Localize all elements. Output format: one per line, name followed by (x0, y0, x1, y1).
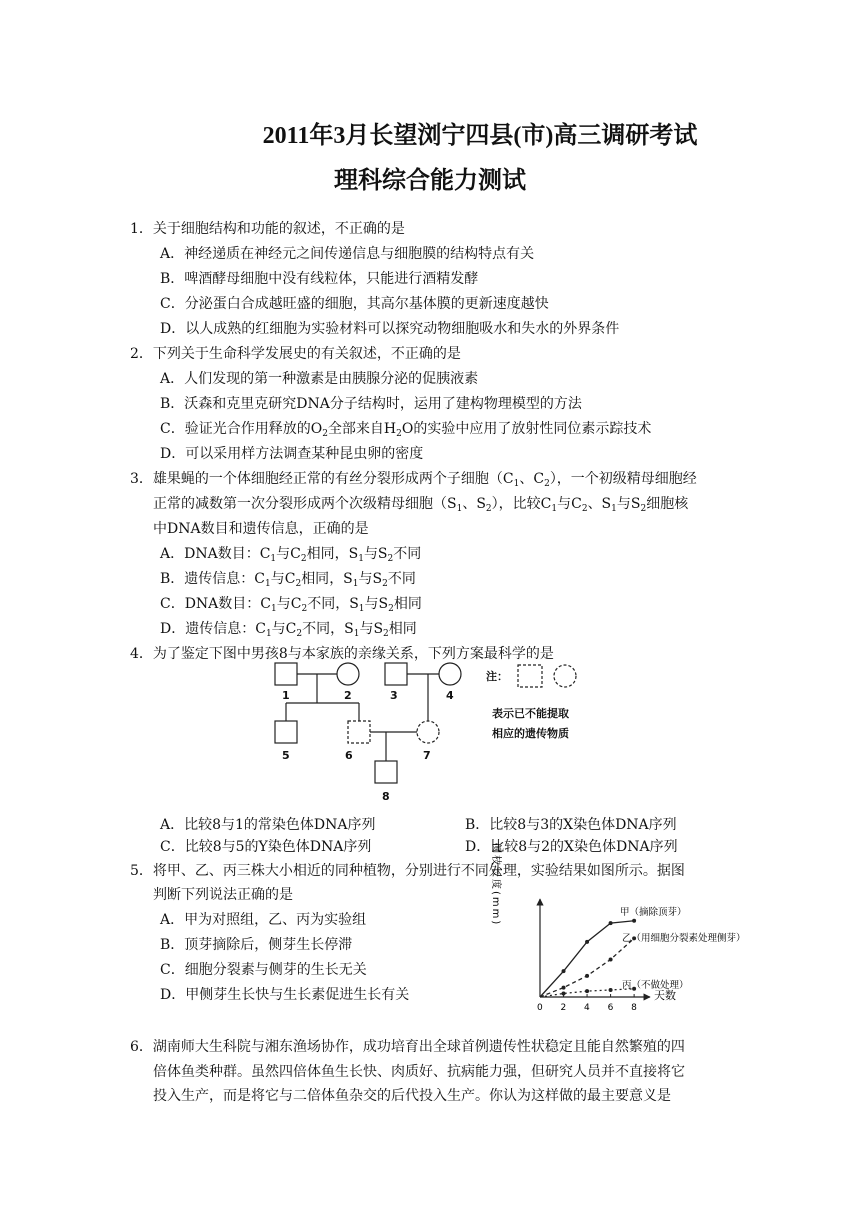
subscript: 2 (640, 504, 647, 514)
q3-a-text: ，S (334, 546, 359, 562)
x-axis-label: 天数 (654, 989, 676, 1002)
page-subtitle: 理科综合能力测试 (334, 168, 526, 194)
individual-8-male (375, 761, 397, 783)
subscript: 1 (265, 579, 271, 589)
q2-c-part2: 全部来自H (327, 421, 397, 437)
question-3-stem-line2 (153, 495, 688, 518)
question-3-stem-line1 (130, 470, 697, 493)
pedigree-label-8: 8 (382, 790, 390, 803)
note-line-1: 表示已不能提取 (492, 707, 569, 720)
pedigree-label-2: 2 (344, 689, 352, 702)
question-1-stem: 1．关于细胞结构和功能的叙述，不正确的是 (130, 221, 405, 237)
series-line-1 (540, 938, 634, 997)
question-6-line2: 倍体鱼类种群。虽然四倍体鱼生长快、肉质好、抗病能力强，但研究人员并不直接将它 (153, 1064, 685, 1080)
subscript: 1 (358, 604, 365, 614)
q5-option-c: C．细胞分裂素与侧芽的生长无关 (160, 962, 367, 978)
x-tick-label-0: 0 (537, 1003, 543, 1013)
q3-a-text: 相同 (306, 546, 335, 562)
q3-d-text: 与C (271, 621, 297, 637)
subscript: 1 (513, 479, 520, 489)
q3-a-text: 不同 (393, 546, 422, 562)
series-0-point-1 (562, 969, 566, 973)
q4-option-a: A．比较8与1的常染色体DNA序列 (160, 817, 376, 833)
individual-2-female (337, 663, 359, 685)
pedigree-label-7: 7 (423, 749, 431, 762)
individual-6-male-dashed (348, 721, 370, 743)
q3-text: 细胞核 (646, 496, 689, 512)
q3-text: 、C (519, 471, 545, 487)
q2-c-part3: O的实验中应用了放射性同位素示踪技术 (401, 421, 652, 437)
subscript: 2 (396, 429, 402, 439)
q1-option-a: A．神经递质在神经元之间传递信息与细胞膜的结构特点有关 (160, 246, 535, 262)
individual-1-male (275, 663, 297, 685)
pedigree-label-4: 4 (446, 689, 454, 702)
series-1-point-1 (562, 986, 566, 990)
subscript: 2 (383, 629, 389, 639)
q3-text: ），比较C (491, 496, 552, 512)
q1-option-b: B．啤酒酵母细胞中没有线粒体，只能进行酒精发酵 (160, 271, 479, 287)
q3-b-text: 相同 (301, 571, 330, 587)
q3-option-b (160, 570, 416, 593)
x-tick-label-4: 4 (584, 1003, 590, 1013)
q3-b-text: 与C (270, 571, 296, 587)
q3-option-a (160, 545, 421, 568)
pedigree-label-3: 3 (390, 689, 398, 702)
q3-text: 、S (587, 496, 612, 512)
series-label-bing: 丙（不做处理） (622, 980, 689, 991)
subscript: 1 (270, 554, 277, 564)
pedigree-label-1: 1 (282, 689, 290, 702)
subscript: 1 (358, 554, 364, 564)
series-1-point-2 (585, 974, 589, 978)
q2-option-a: A．人们发现的第一种激素是由胰腺分泌的促胰液素 (160, 371, 479, 387)
q5-option-b: B．顶芽摘除后，侧芽生长停滞 (160, 937, 353, 953)
q3-a-label: A．DNA数目：C (160, 546, 271, 562)
q5-option-d: D．甲侧芽生长快与生长素促进生长有关 (160, 987, 410, 1003)
series-1-point-3 (609, 957, 613, 961)
q3-text: ），一个初级精母细胞经 (549, 471, 697, 487)
q3-d-text: ，S (330, 621, 354, 637)
series-2-point-3 (609, 988, 613, 992)
series-0-point-3 (609, 921, 613, 925)
q2-option-d: D．可以采用样方法调查某种昆虫卵的密度 (160, 446, 424, 462)
q3-c-text: 与C (276, 596, 302, 612)
q4-option-c: C．比较8与5的Y染色体DNA序列 (160, 839, 372, 855)
q2-c-part1: C．验证光合作用释放的O (160, 421, 323, 437)
q3-text: 、S (462, 496, 486, 512)
subscript: 1 (271, 604, 277, 614)
subscript: 2 (301, 604, 308, 614)
note-dashed-circle (554, 665, 576, 687)
q3-text: 与S (616, 496, 641, 512)
q3-c-text: 相同 (393, 596, 422, 612)
q3-a-text: 与S (363, 546, 388, 562)
subscript: 2 (581, 504, 588, 514)
pedigree-label-5: 5 (282, 749, 290, 762)
q2-option-b: B．沃森和克里克研究DNA分子结构时，运用了建构物理模型的方法 (160, 396, 582, 412)
subscript: 1 (352, 579, 359, 589)
q3-text: 3．雄果蝇的一个体细胞经正常的有丝分裂形成两个子细胞（C (130, 471, 514, 487)
subscript: 2 (296, 629, 303, 639)
question-5-stem-line1: 5．将甲、乙、丙三株大小相近的同种植物，分别进行不同处理，实验结果如图所示。据图 (130, 863, 685, 879)
q3-d-text: 相同 (388, 621, 417, 637)
q3-b-text: 与S (358, 571, 383, 587)
subscript: 2 (382, 579, 388, 589)
subscript: 2 (322, 429, 328, 439)
series-label-yi: 乙（用细胞分裂素处理侧芽） (622, 933, 746, 944)
question-4-stem: 4．为了鉴定下图中男孩8与本家族的亲缘关系，下列方案最科学的是 (130, 646, 554, 662)
q3-c-text: 与S (364, 596, 389, 612)
subscript: 1 (456, 504, 463, 514)
x-tick-label-8: 8 (631, 1003, 637, 1013)
subscript: 2 (387, 554, 394, 564)
q3-c-text: 不同 (307, 596, 336, 612)
series-0-point-4 (632, 919, 636, 923)
question-6-line3: 投入生产，而是将它与二倍体鱼杂交的后代投入生产。你认为这样做的最主要意义是 (153, 1088, 671, 1104)
q1-option-d: D．以人成熟的红细胞为实验材料可以探究动物细胞吸水和失水的外界条件 (160, 321, 620, 337)
q4-option-d: D．比较8与2的X染色体DNA序列 (465, 839, 678, 855)
subscript: 2 (300, 554, 307, 564)
question-3-stem-line3: 中DNA数目和遗传信息，正确的是 (153, 521, 369, 537)
q3-option-c (160, 595, 422, 618)
question-6-line1: 6．湖南师大生科院与湘东渔场协作，成功培育出全球首例遗传性状稳定且能自然繁殖的四 (130, 1039, 685, 1055)
note-dashed-square (518, 665, 542, 687)
q3-b-text: 不同 (387, 571, 416, 587)
q3-a-text: 与C (276, 546, 301, 562)
series-label-jia: 甲（摘除顶芽） (620, 907, 687, 918)
q3-d-label: D．遗传信息：C (160, 621, 266, 637)
individual-4-female (439, 663, 461, 685)
series-line-0 (540, 921, 634, 997)
x-tick-label-2: 2 (560, 1003, 567, 1013)
q3-text: 正常的减数第一次分裂形成两个次级精母细胞（S (153, 496, 457, 512)
q3-d-text: 与S (359, 621, 384, 637)
subscript: 2 (388, 604, 394, 614)
question-2-stem: 2．下列关于生命科学发展史的有关叙述，不正确的是 (130, 346, 461, 362)
subscript: 2 (485, 504, 492, 514)
subscript: 1 (353, 629, 360, 639)
q3-option-d (160, 620, 417, 643)
q4-option-b: B．比较8与3的X染色体DNA序列 (465, 817, 677, 833)
subscript: 2 (544, 479, 550, 489)
subscript: 1 (551, 504, 558, 514)
question-5-stem-line2: 判断下列说法正确的是 (153, 887, 293, 903)
subscript: 1 (611, 504, 617, 514)
pedigree-label-6: 6 (345, 749, 353, 762)
q3-c-text: ，S (335, 596, 359, 612)
q3-b-label: B．遗传信息：C (160, 571, 265, 587)
q3-d-text: 不同 (302, 621, 331, 637)
series-2-point-2 (585, 989, 589, 993)
series-0-point-2 (585, 940, 589, 944)
individual-3-male (385, 663, 407, 685)
note-line-2: 相应的遗传物质 (492, 727, 569, 740)
q3-c-label: C．DNA数目：C (160, 596, 272, 612)
individual-5-male (275, 721, 297, 743)
q3-b-text: ，S (329, 571, 353, 587)
q2-option-c (160, 420, 651, 443)
q3-text: 与C (557, 496, 582, 512)
y-axis-label: 侧枝长度(mm) (490, 843, 501, 927)
series-2-point-1 (562, 991, 566, 995)
subscript: 2 (295, 579, 302, 589)
subscript: 1 (265, 629, 272, 639)
x-tick-label-6: 6 (607, 1003, 614, 1013)
q5-option-a: A．甲为对照组，乙、丙为实验组 (160, 912, 367, 928)
page-title: 2011年3月长望浏宁四县(市)高三调研考试 (262, 123, 698, 149)
note-label: 注： (486, 670, 508, 683)
individual-7-female-dashed (417, 721, 439, 743)
pedigree-diagram (260, 655, 600, 805)
q1-option-c: C．分泌蛋白合成越旺盛的细胞，其高尔基体膜的更新速度越快 (160, 296, 549, 312)
